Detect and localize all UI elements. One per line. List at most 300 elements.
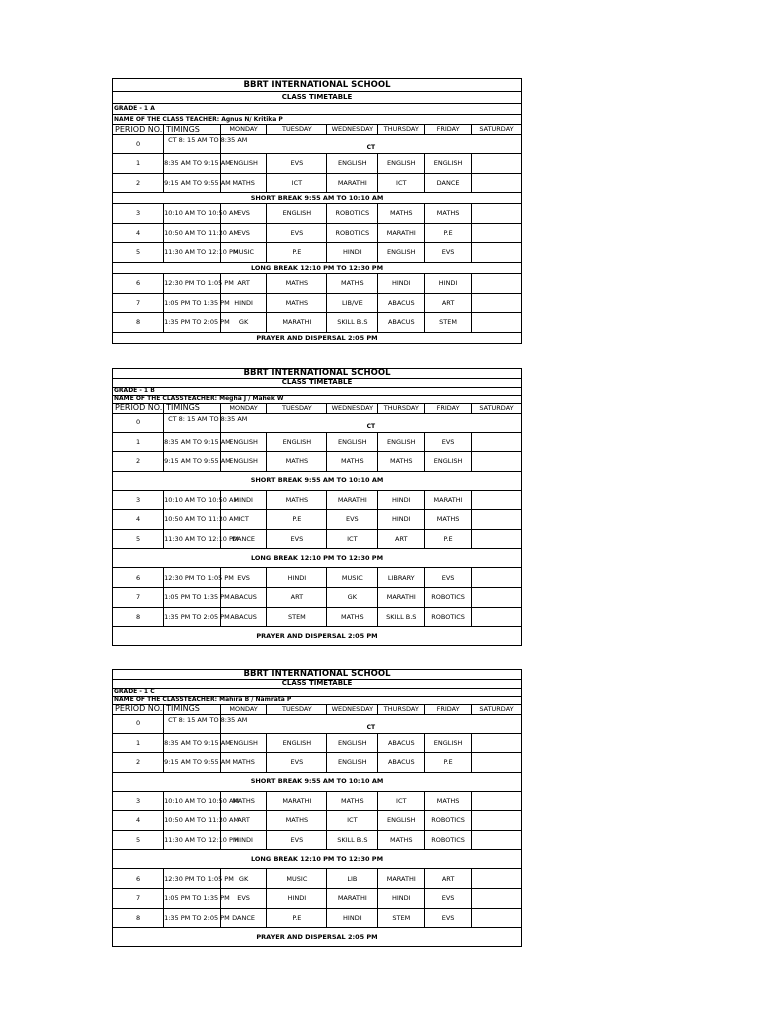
period-row [113,154,522,174]
subject-cell: SKILL B.S [327,830,378,850]
subject-cell [471,588,521,608]
column-header: FRIDAY [425,125,472,135]
subject-cell: ICT [378,791,425,811]
period-timing: 9:15 AM TO 9:55 AM [164,753,221,773]
subject-cell: P.E [267,908,327,928]
subject-cell: MATHS [378,452,425,472]
class-teacher: NAME OF THE CLASSTEACHER: Megha J / Mahek W [113,395,522,403]
subject-cell: MATHS [425,791,472,811]
column-header: PERIOD NO. [113,125,164,135]
column-header: MONDAY [220,704,267,714]
subject-cell: ICT [267,173,327,193]
period-timing: 11:30 AM TO 12:10 PM [164,243,221,263]
subject-cell: ABACUS [378,733,425,753]
period-row [113,510,522,530]
period-number: 7 [113,293,164,313]
subject-cell: P.E [267,510,327,530]
column-header: SATURDAY [471,704,521,714]
subject-cell: HINDI [220,830,267,850]
column-header: SATURDAY [471,125,521,135]
period-row [113,889,522,909]
subject-cell: MUSIC [327,568,378,588]
subject-cell: ENGLISH [267,733,327,753]
subject-cell [471,811,521,831]
period-number: 7 [113,588,164,608]
subject-cell [471,753,521,773]
subject-cell: ENGLISH [378,811,425,831]
subject-cell: MATHS [220,753,267,773]
grade-label: GRADE - 1 A [113,104,522,115]
class-teacher: NAME OF THE CLASSTEACHER: Mahira B / Namrata P [113,696,522,704]
subject-cell: EVS [267,529,327,549]
period-row [113,135,522,154]
subject-cell: DANCE [220,908,267,928]
subject-cell: EVS [425,243,472,263]
subject-cell: LIB [327,869,378,889]
long-break: LONG BREAK 12:10 PM TO 12:30 PM [113,262,522,273]
period-row [113,869,522,889]
period-row [113,753,522,773]
column-header: THURSDAY [378,125,425,135]
long-break [113,850,522,869]
subject-cell: MARATHI [327,889,378,909]
period-timing: 9:15 AM TO 9:55 AM [164,452,221,472]
column-header-row [113,403,522,413]
period-timing: 1:35 PM TO 2:05 PM [164,908,221,928]
period-number: 3 [113,204,164,224]
subtitle-row [113,679,522,688]
subject-cell: HINDI [220,293,267,313]
subject-cell: DANCE [220,529,267,549]
period-row [113,313,522,333]
subject-cell: ROBOTICS [425,830,472,850]
period-number: 4 [113,223,164,243]
subject-cell: EVS [267,223,327,243]
column-header: THURSDAY [378,704,425,714]
subject-cell: EVS [425,568,472,588]
period-row [113,432,522,452]
period-timing: 1:05 PM TO 1:35 PM [164,293,221,313]
subject-cell: P.E [267,243,327,263]
subject-cell: MATHS [327,791,378,811]
subject-cell: STEM [425,313,472,333]
subject-cell [471,293,521,313]
subject-cell: P.E [425,529,472,549]
subject-cell: HINDI [327,908,378,928]
column-header: TUESDAY [267,125,327,135]
subject-cell [471,733,521,753]
period-row [113,714,522,733]
subject-cell: HINDI [327,243,378,263]
subject-cell [471,791,521,811]
subject-cell: HINDI [267,889,327,909]
subject-cell: LIB/VE [327,293,378,313]
period-row [113,529,522,549]
subject-cell: MARATHI [378,588,425,608]
period-row [113,243,522,263]
period-row [113,607,522,627]
column-header: WEDNESDAY [327,704,378,714]
period-timing: 11:30 AM TO 12:10 PM [164,529,221,549]
period-row [113,204,522,224]
subject-cell: ART [425,293,472,313]
school-name-row [113,670,522,680]
subject-cell: MUSIC [220,243,267,263]
ct-label: CT [366,422,376,430]
period-number: 8 [113,908,164,928]
long-break [113,549,522,568]
period-timing: 8:35 AM TO 9:15 AM [164,432,221,452]
column-header: PERIOD NO. [113,403,164,413]
class-teacher: NAME OF THE CLASS TEACHER: Agnus N/ Kritika P [113,115,522,125]
grade-label: GRADE - 1 C [113,688,522,696]
subject-cell: EVS [220,204,267,224]
teacher-row [113,696,522,704]
timetable-grid [112,669,522,947]
subject-cell: ENGLISH [220,452,267,472]
subject-cell: EVS [220,568,267,588]
subject-cell: ROBOTICS [327,204,378,224]
prayer-dispersal [113,332,522,343]
subject-cell: MATHS [267,273,327,293]
subject-cell: EVS [220,889,267,909]
period-timing: 10:50 AM TO 11:30 AM [164,811,221,831]
column-header: THURSDAY [378,403,425,413]
subject-cell: MATHS [220,791,267,811]
subject-cell: MARATHI [267,313,327,333]
subject-cell: EVS [267,830,327,850]
period-timing: CT 8: 15 AM TO 8:35 AM [164,714,221,733]
subject-cell: EVS [425,432,472,452]
prayer-dispersal: PRAYER AND DISPERSAL 2:05 PM [113,332,522,343]
period-row [113,568,522,588]
subject-cell: ABACUS [220,588,267,608]
column-header: TIMINGS [164,125,221,135]
subject-cell: MATHS [378,830,425,850]
period-number: 5 [113,243,164,263]
subject-cell [471,452,521,472]
period-number: 6 [113,568,164,588]
period-row [113,791,522,811]
subject-cell: MATHS [267,811,327,831]
subject-cell [471,889,521,909]
timetable-subtitle: CLASS TIMETABLE [113,378,522,387]
subject-cell: ENGLISH [220,432,267,452]
timetable-grid [112,78,522,344]
period-row [113,733,522,753]
subject-cell: HINDI [378,490,425,510]
prayer-dispersal: PRAYER AND DISPERSAL 2:05 PM [113,627,522,646]
subject-cell: HINDI [378,273,425,293]
subject-cell: ROBOTICS [327,223,378,243]
subject-cell [471,273,521,293]
subject-cell [471,432,521,452]
subject-cell: GK [327,588,378,608]
prayer-dispersal [113,627,522,646]
period-timing: CT 8: 15 AM TO 8:35 AM [164,135,221,154]
subject-cell [471,313,521,333]
subject-cell: ENGLISH [378,154,425,174]
subject-cell: HINDI [378,889,425,909]
subject-cell: EVS [267,154,327,174]
subject-cell: ABACUS [378,753,425,773]
subject-cell: ART [425,869,472,889]
period-number: 5 [113,830,164,850]
column-header-row [113,704,522,714]
period-number: 8 [113,607,164,627]
period-timing: 10:10 AM TO 10:50 AM [164,204,221,224]
period-row [113,588,522,608]
period-timing: 1:35 PM TO 2:05 PM [164,607,221,627]
period-number: 2 [113,753,164,773]
subject-cell: ENGLISH [327,733,378,753]
prayer-dispersal [113,928,522,947]
period-timing: 10:10 AM TO 10:50 AM [164,490,221,510]
subject-cell [471,529,521,549]
subject-cell: ENGLISH [425,733,472,753]
column-header: TUESDAY [267,704,327,714]
subject-cell [471,908,521,928]
period-number: 8 [113,313,164,333]
period-number: 1 [113,154,164,174]
period-row [113,413,522,432]
grade-row [113,688,522,696]
subject-cell: ICT [378,173,425,193]
period-number: 1 [113,432,164,452]
subject-cell: MATHS [327,452,378,472]
period-row [113,490,522,510]
subject-cell: HINDI [267,568,327,588]
subject-cell: ABACUS [378,313,425,333]
subject-cell: ENGLISH [425,154,472,174]
period-number: 4 [113,510,164,530]
period-number: 6 [113,273,164,293]
column-header: WEDNESDAY [327,125,378,135]
subject-cell: MARATHI [327,173,378,193]
subject-cell: MATHS [267,293,327,313]
subject-cell: ENGLISH [425,452,472,472]
subject-cell: SKILL B.S [327,313,378,333]
subject-cell: MARATHI [267,791,327,811]
subject-cell: ICT [327,529,378,549]
subject-cell: HINDI [378,510,425,530]
long-break [113,262,522,273]
grade-row [113,387,522,395]
long-break: LONG BREAK 12:10 PM TO 12:30 PM [113,850,522,869]
subject-cell [471,243,521,263]
subject-cell: ENGLISH [327,753,378,773]
period-number: 3 [113,791,164,811]
grade-label: GRADE - 1 B [113,387,522,395]
short-break [113,471,522,490]
period-timing: 10:50 AM TO 11:30 AM [164,223,221,243]
subject-cell: MATHS [327,607,378,627]
period-timing: 11:30 AM TO 12:10 PM [164,830,221,850]
short-break: SHORT BREAK 9:55 AM TO 10:10 AM [113,772,522,791]
subject-cell: MARATHI [425,490,472,510]
subject-cell: MATHS [425,510,472,530]
period-timing: 8:35 AM TO 9:15 AM [164,154,221,174]
period-timing: 9:15 AM TO 9:55 AM [164,173,221,193]
class-teacher-period [220,714,521,733]
period-timing: 12:30 PM TO 1:05 PM [164,273,221,293]
column-header: FRIDAY [425,704,472,714]
column-header: WEDNESDAY [327,403,378,413]
period-row [113,811,522,831]
subject-cell: ENGLISH [327,154,378,174]
subject-cell: ART [220,273,267,293]
period-number: 7 [113,889,164,909]
subject-cell: MARATHI [327,490,378,510]
column-header: SATURDAY [471,403,521,413]
column-header: TIMINGS [164,403,221,413]
subject-cell [471,510,521,530]
short-break: SHORT BREAK 9:55 AM TO 10:10 AM [113,471,522,490]
subject-cell: DANCE [425,173,472,193]
subject-cell: MATHS [378,204,425,224]
period-number: 3 [113,490,164,510]
period-number: 2 [113,452,164,472]
short-break: SHORT BREAK 9:55 AM TO 10:10 AM [113,193,522,204]
subject-cell: GK [220,313,267,333]
teacher-row [113,115,522,125]
subject-cell: MATHS [327,273,378,293]
period-row [113,273,522,293]
timetable-subtitle: CLASS TIMETABLE [113,679,522,688]
column-header: TUESDAY [267,403,327,413]
subtitle-row [113,378,522,387]
subject-cell: ENGLISH [220,154,267,174]
subject-cell [471,490,521,510]
subject-cell: MATHS [425,204,472,224]
subject-cell [471,154,521,174]
column-header-row [113,125,522,135]
subject-cell [471,204,521,224]
ct-label: CT [366,144,376,151]
period-timing: 1:05 PM TO 1:35 PM [164,889,221,909]
subject-cell: ABACUS [220,607,267,627]
subject-cell: EVS [425,889,472,909]
timetable-grade-1c [112,669,521,947]
subject-cell [471,173,521,193]
period-row [113,908,522,928]
subject-cell: EVS [327,510,378,530]
period-number: 6 [113,869,164,889]
subject-cell: EVS [425,908,472,928]
timetable-grid [112,368,522,646]
period-number: 1 [113,733,164,753]
school-name-row [113,79,522,92]
subject-cell: HINDI [220,490,267,510]
class-teacher-period [220,135,521,154]
subject-cell: HINDI [425,273,472,293]
school-name-row [113,369,522,379]
subject-cell: ENGLISH [378,432,425,452]
subject-cell: ROBOTICS [425,811,472,831]
subject-cell: ENGLISH [267,432,327,452]
subject-cell: MATHS [267,452,327,472]
subject-cell [471,869,521,889]
period-number: 0 [113,413,164,432]
subject-cell: ART [267,588,327,608]
subject-cell: ROBOTICS [425,588,472,608]
period-row [113,223,522,243]
subject-cell: P.E [425,753,472,773]
period-number: 2 [113,173,164,193]
column-header: TIMINGS [164,704,221,714]
subject-cell: ART [378,529,425,549]
period-timing: 12:30 PM TO 1:05 PM [164,568,221,588]
subject-cell: EVS [267,753,327,773]
period-row [113,173,522,193]
school-name: BBRT INTERNATIONAL SCHOOL [113,369,522,379]
timetable-grade-1a [112,78,521,344]
subject-cell: EVS [220,223,267,243]
subject-cell: ICT [327,811,378,831]
subject-cell: STEM [267,607,327,627]
short-break [113,772,522,791]
column-header: PERIOD NO. [113,704,164,714]
subject-cell: ENGLISH [327,432,378,452]
subject-cell: ENGLISH [378,243,425,263]
subject-cell: MATHS [220,173,267,193]
subject-cell [471,223,521,243]
subject-cell: GK [220,869,267,889]
period-number: 0 [113,714,164,733]
subject-cell: ENGLISH [267,204,327,224]
period-timing: CT 8: 15 AM TO 8:35 AM [164,413,221,432]
grade-row [113,104,522,115]
period-row [113,830,522,850]
column-header: FRIDAY [425,403,472,413]
period-number: 5 [113,529,164,549]
school-name: BBRT INTERNATIONAL SCHOOL [113,79,522,92]
subject-cell: STEM [378,908,425,928]
school-name: BBRT INTERNATIONAL SCHOOL [113,670,522,680]
subject-cell [471,830,521,850]
class-teacher-period [220,413,521,432]
prayer-dispersal: PRAYER AND DISPERSAL 2:05 PM [113,928,522,947]
subject-cell: ICT [220,510,267,530]
subject-cell: LIBRARY [378,568,425,588]
subject-cell: MARATHI [378,223,425,243]
subject-cell: ABACUS [378,293,425,313]
period-timing: 10:10 AM TO 10:50 AM [164,791,221,811]
subject-cell: MATHS [267,490,327,510]
period-row [113,452,522,472]
period-number: 0 [113,135,164,154]
timetable-grade-1b [112,368,521,646]
ct-label: CT [366,723,376,731]
period-timing: 12:30 PM TO 1:05 PM [164,869,221,889]
subject-cell: ART [220,811,267,831]
subject-cell: ROBOTICS [425,607,472,627]
column-header: MONDAY [220,403,267,413]
short-break [113,193,522,204]
subject-cell: P.E [425,223,472,243]
subject-cell: MUSIC [267,869,327,889]
subject-cell: MARATHI [378,869,425,889]
period-timing: 1:35 PM TO 2:05 PM [164,313,221,333]
subject-cell: SKILL B.S [378,607,425,627]
period-number: 4 [113,811,164,831]
period-timing: 10:50 AM TO 11:30 AM [164,510,221,530]
subject-cell [471,607,521,627]
subtitle-row [113,92,522,104]
period-row [113,293,522,313]
subject-cell: ENGLISH [220,733,267,753]
column-header: MONDAY [220,125,267,135]
